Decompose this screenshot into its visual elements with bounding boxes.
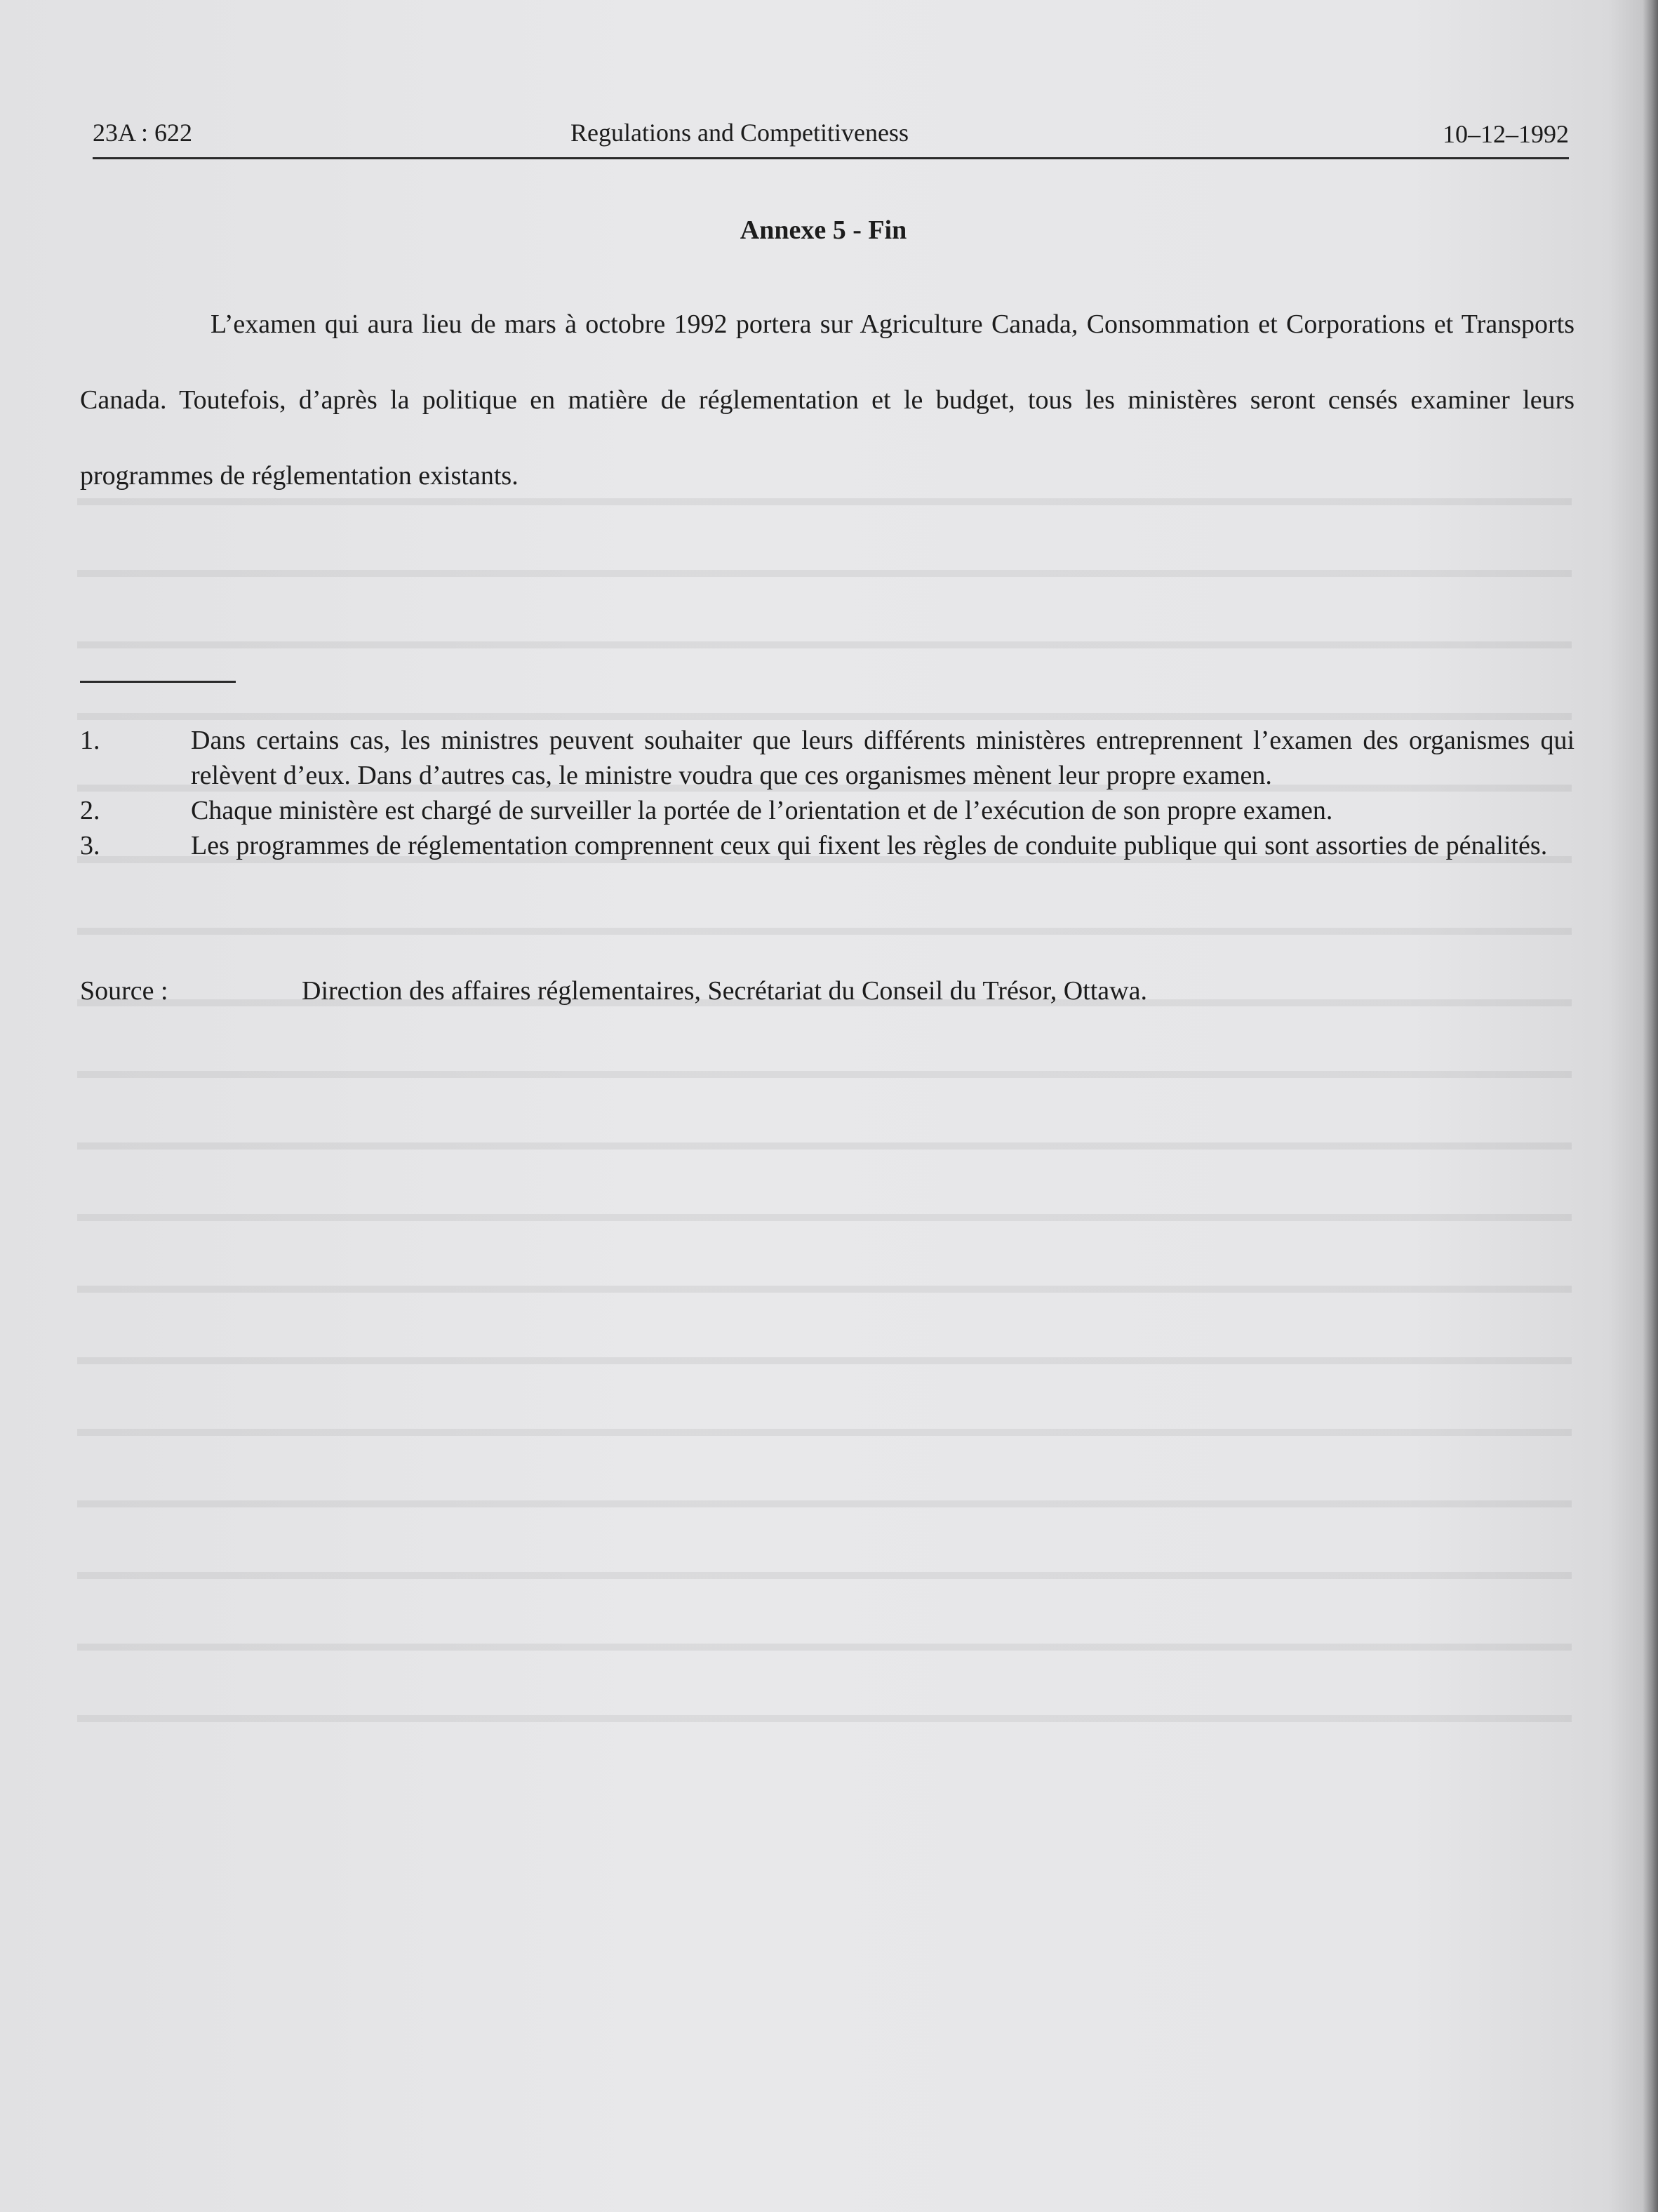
source-line xyxy=(80,975,1575,1006)
footnote-separator xyxy=(80,681,236,683)
page-number: 23A : 622 xyxy=(93,119,193,147)
footnote-item xyxy=(80,828,1575,863)
footnote-number: 3. xyxy=(80,831,100,860)
header-date: 10–12–1992 xyxy=(1443,120,1569,148)
footnote-item xyxy=(80,793,1575,828)
page-edge-shadow xyxy=(1643,0,1658,2212)
footnote-number: 2. xyxy=(80,796,100,825)
footnote-text: Les programmes de réglementation comprennent ceux qui fixent les règles de conduite publique qui sont assorties de pénalités. xyxy=(191,831,1548,860)
annex-title: Annexe 5 - Fin xyxy=(740,215,907,245)
page-header xyxy=(93,118,1569,154)
source-text: Direction des affaires réglementaires, Secrétariat du Conseil du Trésor, Ottawa. xyxy=(302,976,1147,1006)
footnote-text: Chaque ministère est chargé de surveiller la portée de l’orientation et de l’exécution de son propre examen. xyxy=(191,796,1333,825)
source-label: Source : xyxy=(80,976,168,1006)
footnote-text: Dans certains cas, les ministres peuvent souhaiter que leurs différents ministères entreprennent l’examen des organismes qui relèvent d’eux. Dans d’autres cas, le ministre voudra que ces organismes mènent leur propre examen. xyxy=(191,726,1575,790)
footnote-item xyxy=(80,723,1575,793)
bleed-through-text xyxy=(77,449,1572,1783)
running-title: Regulations and Competitiveness xyxy=(570,119,909,147)
footnote-number: 1. xyxy=(80,726,100,755)
body-paragraph: L’examen qui aura lieu de mars à octobre 1992 portera sur Agriculture Canada, Consommation et Corporations et Transports Canada. Toutefois, d’après la politique en matière de réglementation et le budget, tous les ministères seront censés examiner leurs programmes de réglementation existants. xyxy=(80,309,1575,491)
header-rule xyxy=(93,157,1569,159)
footnotes-list xyxy=(80,723,1575,863)
